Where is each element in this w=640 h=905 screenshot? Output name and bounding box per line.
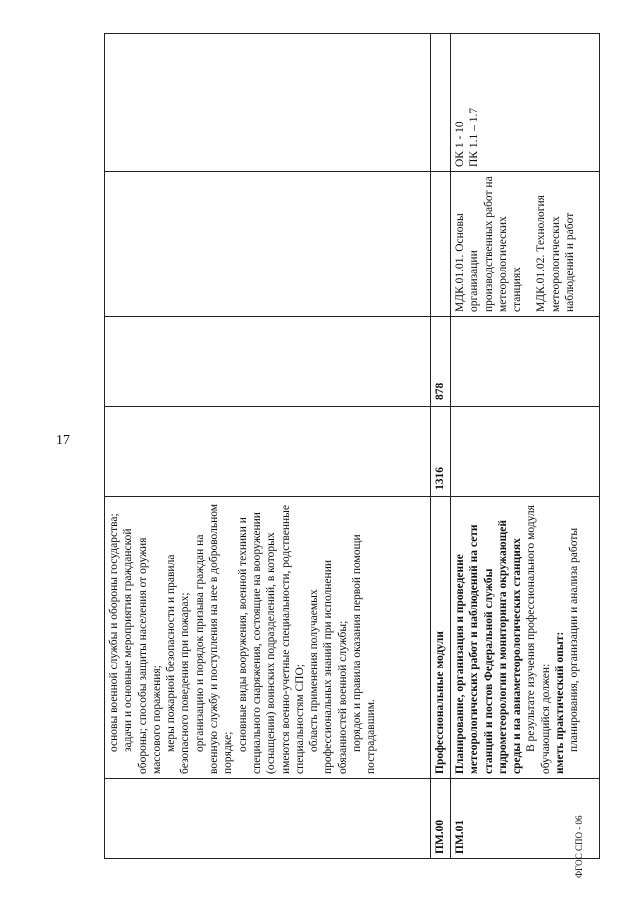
- line-3: меры пожарной безопасности и правила безопасного поведения при пожарах;: [165, 554, 192, 774]
- pm01-mdk: [451, 172, 600, 317]
- pm00-title: Профессиональные модули: [431, 497, 451, 779]
- pm00-hours: 878: [431, 317, 451, 407]
- pm01-competencies: [451, 34, 600, 172]
- pm00-max-load: 1316: [431, 407, 451, 497]
- pm01-experience-label: иметь практический опыт:: [554, 631, 567, 774]
- competency-ok: ОК 1 - 10: [454, 121, 466, 167]
- pm01-code: ПМ.01: [451, 779, 600, 859]
- line-4: организацию и порядок призыва граждан на военную службу и поступления на нее в добровольном порядке;: [193, 503, 235, 774]
- pm00-mdk: [431, 172, 451, 317]
- table-row-pm01: [451, 34, 600, 859]
- pm01-title: Планирование, организация и проведение метеорологических работ и наблюдений на сети станций и постов Федеральной службы гидрометеорологии и мониторинга окружающей среды и на авиаметеорологических станциях: [454, 519, 524, 774]
- pm01-intro: В результате изучения профессионального модуля обучающийся должен:: [525, 505, 552, 774]
- cell-code: [105, 779, 431, 859]
- line-1: основы военной службы и обороны государства;: [108, 513, 120, 752]
- cell-mdk: [105, 172, 431, 317]
- page-footer: ФГОС СПО - 06: [574, 815, 584, 878]
- page-number: 17: [56, 433, 70, 448]
- line-7: порядок и правила оказания первой помощи пострадавшим.: [351, 534, 378, 774]
- cell-competencies: [105, 34, 431, 172]
- mdk-01-01: МДК.01.01. Основы организации производственных работ на метеорологических станциях: [454, 176, 524, 312]
- rotated-table-container: [104, 34, 600, 859]
- table-row-continuation: [105, 34, 431, 859]
- line-5: основные виды вооружения, военной техники и специального снаряжения, состоящие на вооружении (оснащении) воинских подразделений, в которых имеются военно-учетные специальности, родственные специальностям СПО;: [236, 504, 306, 774]
- cell-hours: [105, 317, 431, 407]
- pm00-code: ПМ.00: [431, 779, 451, 859]
- pm01-hours: [451, 317, 600, 407]
- pm00-competencies: [431, 34, 451, 172]
- pm01-description: [451, 497, 600, 779]
- table-row-pm00: [431, 34, 451, 859]
- mdk-01-02: МДК.01.02. Технология метеорологических наблюдений и работ: [535, 195, 577, 312]
- competency-pk: ПК 1.1 – 1.7: [468, 107, 481, 167]
- line-6: область применения получаемых профессиональных знаний при исполнении обязанностей военной службы;: [308, 559, 349, 774]
- line-2: задачи и основные мероприятия гражданской обороны; способы защиты населения от оружия массового поражения;: [122, 528, 163, 774]
- cell-description: [105, 497, 431, 779]
- pm01-max-load: [451, 407, 600, 497]
- pm01-experience-text: планирования, организации и анализа работы: [568, 527, 581, 752]
- curriculum-table: [104, 33, 600, 859]
- cell-max-load: [105, 407, 431, 497]
